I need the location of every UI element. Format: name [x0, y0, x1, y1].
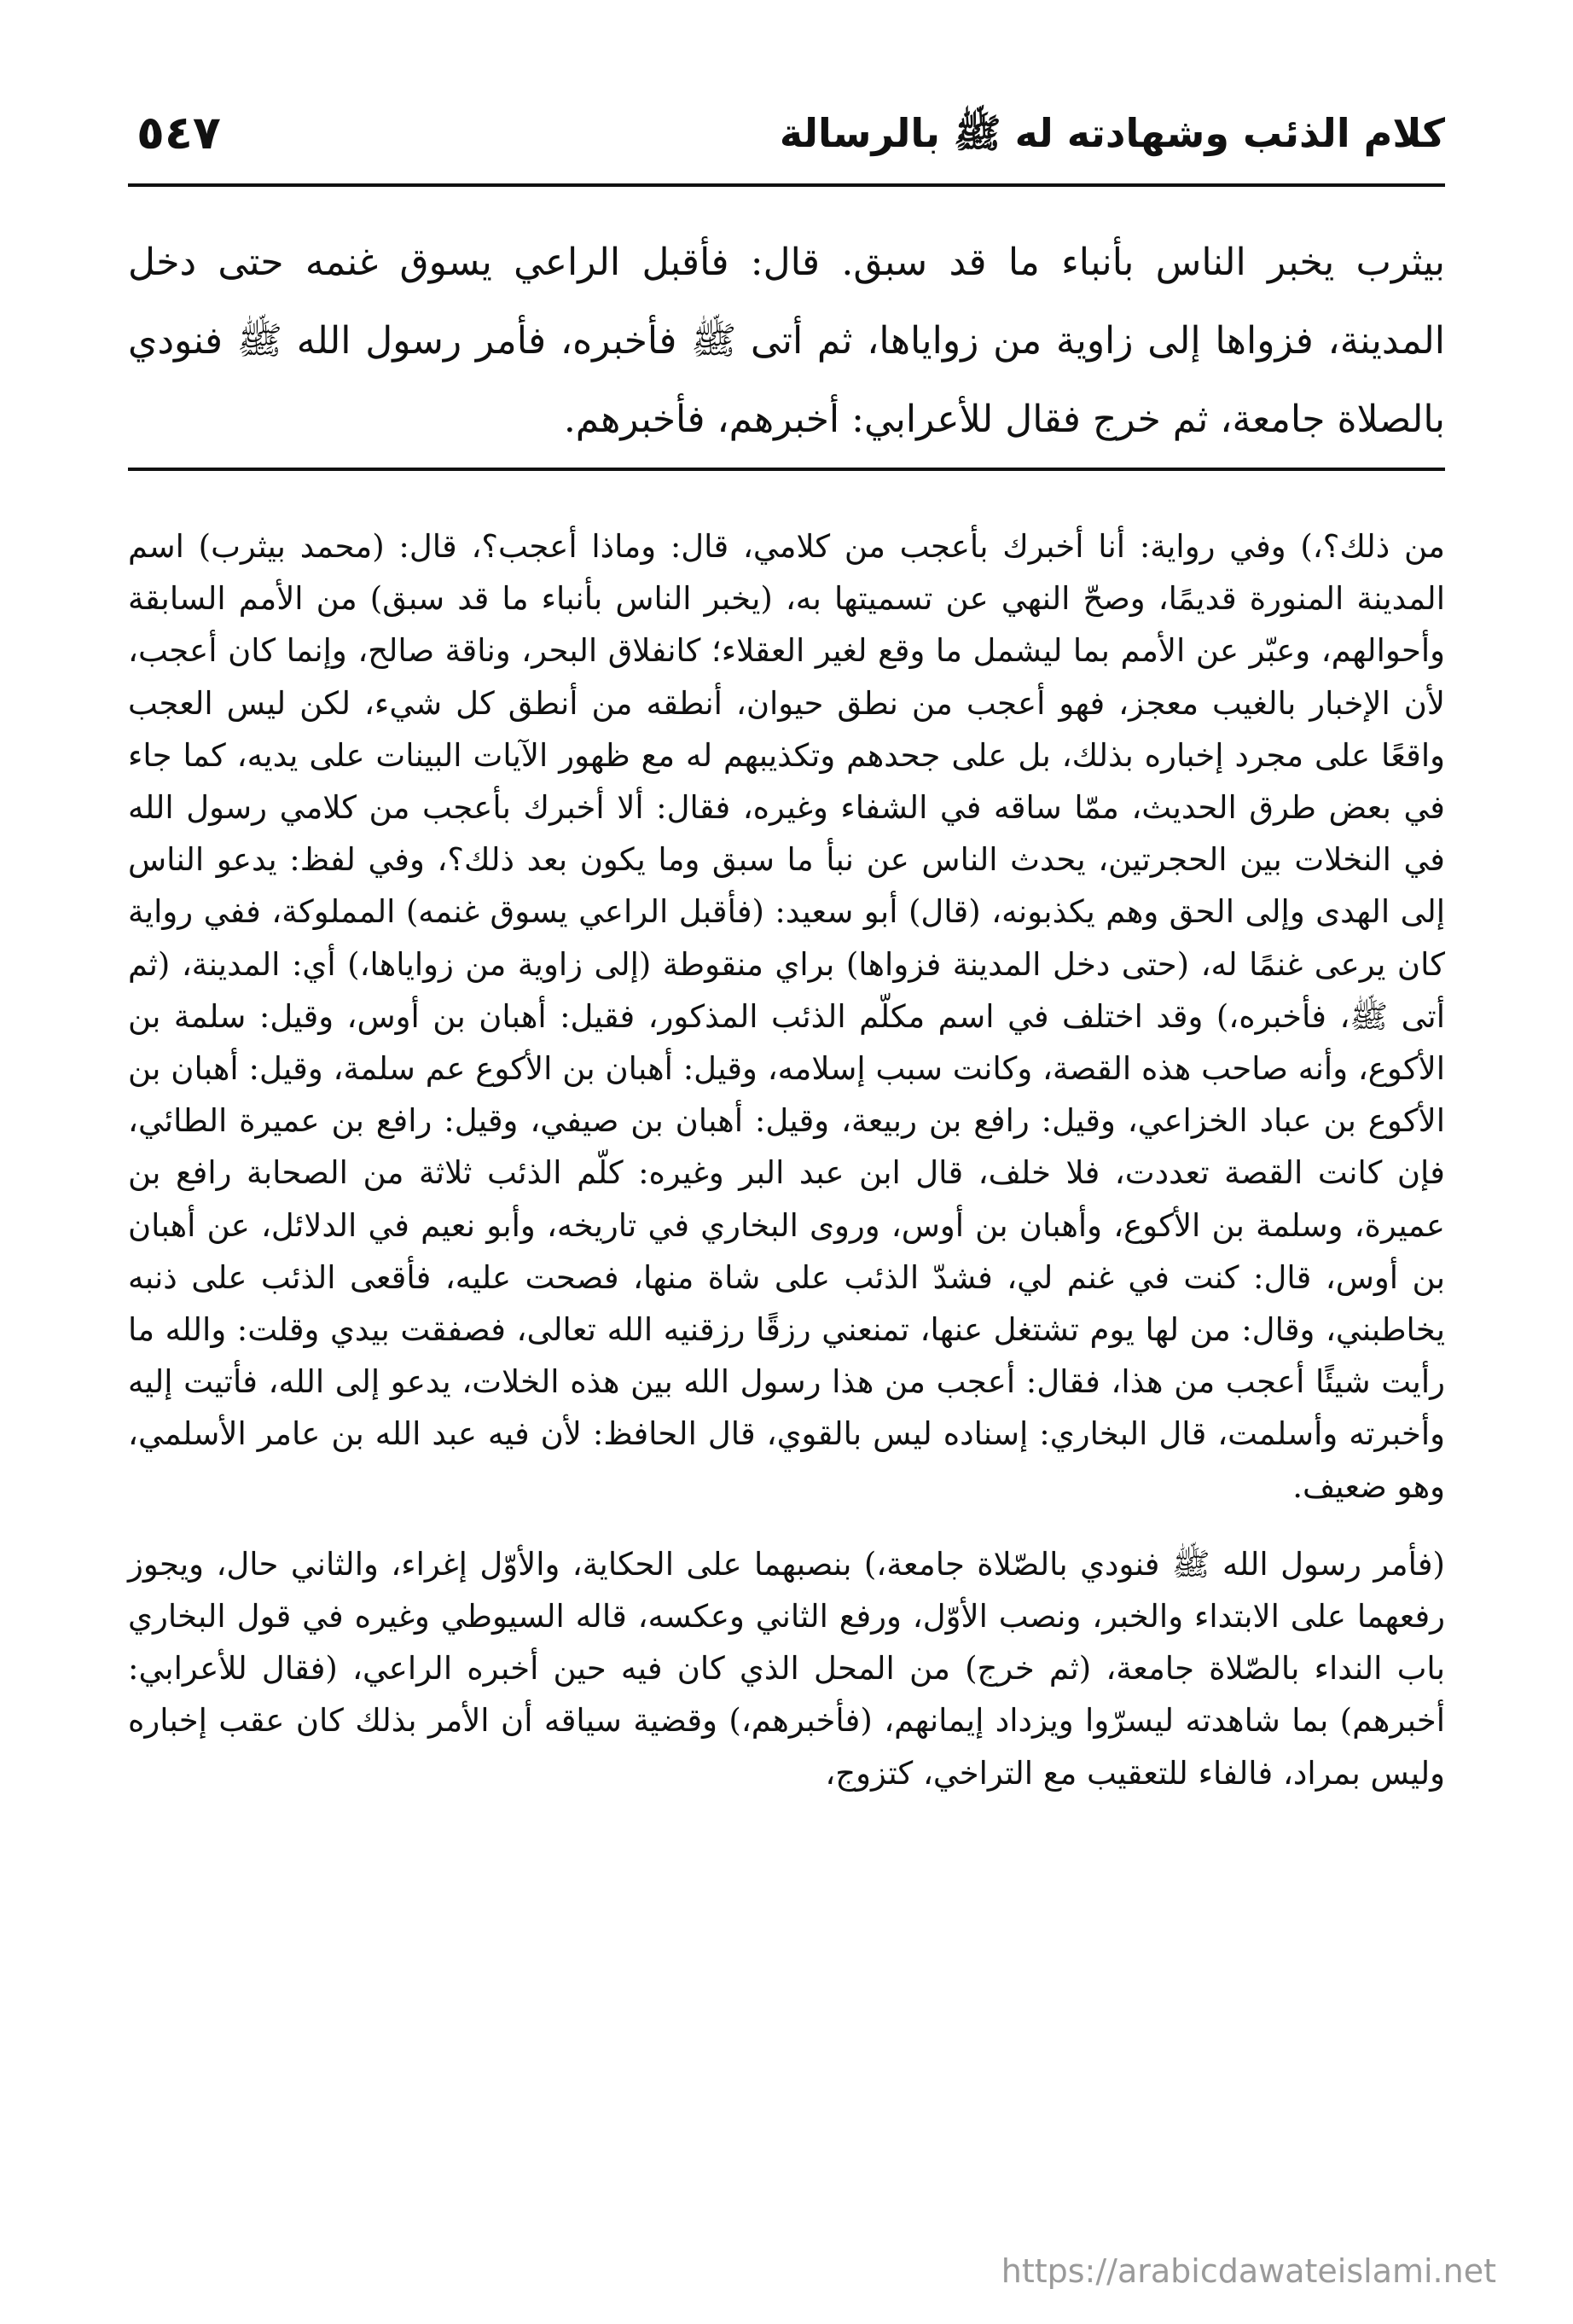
- running-title: كلام الذئب وشهادته له ﷺ بالرسالة: [779, 110, 1445, 156]
- section-divider: [128, 468, 1445, 471]
- commentary: [128, 520, 1445, 1799]
- commentary-paragraph-1: من ذلك؟،) وفي رواية: أنا أخبرك بأعجب من كلامي، قال: وماذا أعجب؟، قال: (محمد بيثرب) اسم المدينة المنورة قديمًا، وصحّ النهي عن تسميتها به، (يخبر الناس بأنباء ما قد سبق) من الأمم السابقة وأحوالهم، وعبّر عن الأمم بما ليشمل ما وقع لغير العقلاء؛ كانفلاق البحر، وناقة صالح، وإنما كان أعجب، لأن الإخبار بالغيب معجز، فهو أعجب من نطق حيوان، أنطقه من أنطق كل شيء، لكن ليس العجب واقعًا على مجرد إخباره بذلك، بل على جحدهم وتكذيبهم له مع ظهور الآيات البينات على يديه، كما جاء في بعض طرق الحديث، ممّا ساقه في الشفاء وغيره، فقال: ألا أخبرك بأعجب من كلامي رسول الله في النخلات بين الحجرتين، يحدث الناس عن نبأ ما سبق وما يكون بعد ذلك؟، وفي لفظ: يدعو الناس إلى الهدى وإلى الحق وهم يكذبونه، (قال) أبو سعيد: (فأقبل الراعي يسوق غنمه) المملوكة، ففي رواية كان يرعى غنمًا له، (حتى دخل المدينة فزواها) براي منقوطة (إلى زاوية من زواياها،) أي: المدينة، (ثم أتى ﷺ، فأخبره،) وقد اختلف في اسم مكلّم الذئب المذكور، فقيل: أهبان بن أوس، وقيل: سلمة بن الأكوع، وأنه صاحب هذه القصة، وكانت سبب إسلامه، وقيل: أهبان بن الأكوع عم سلمة، وقيل: أهبان بن الأكوع بن عباد الخزاعي، وقيل: رافع بن ربيعة، وقيل: أهبان بن صيفي، وقيل: رافع بن عميرة الطائي، فإن كانت القصة تعددت، فلا خلف، قال ابن عبد البر وغيره: كلّم الذئب ثلاثة من الصحابة رافع بن عميرة، وسلمة بن الأكوع، وأهبان بن أوس، وروى البخاري في تاريخه، وأبو نعيم في الدلائل، عن أهبان بن أوس، قال: كنت في غنم لي، فشدّ الذئب على شاة منها، فصحت عليه، فأقعى الذئب على ذنبه يخاطبني، وقال: من لها يوم تشتغل عنها، تمنعني رزقًا رزقنيه الله تعالى، فصفقت بيدي وقلت: والله ما رأيت شيئًا أعجب من هذا، فقال: أعجب من هذا رسول الله بين هذه الخلات، يدعو إلى الله، فأتيت إليه وأخبرته وأسلمت، قال البخاري: إسناده ليس بالقوي، قال الحافظ: لأن فيه عبد الله بن عامر الأسلمي، وهو ضعيف.: [128, 528, 1445, 1505]
- watermark-url: https://arabicdawateislami.net: [1001, 2252, 1496, 2290]
- commentary-paragraph-2: (فأمر رسول الله ﷺ فنودي بالصّلاة جامعة،) بنصبهما على الحكاية، والأوّل إغراء، والثاني حال، ويجوز رفعهما على الابتداء والخبر، ونصب الأوّل، ورفع الثاني وعكسه، قاله السيوطي وغيره في قول البخاري باب النداء بالصّلاة جامعة، (ثم خرج) من المحل الذي كان فيه حين أخبره الراعي، (فقال للأعرابي: أخبرهم) بما شاهدته ليسرّوا ويزداد إيمانهم، (فأخبرهم،) وقضية سياقه أن الأمر بذلك كان عقب إخباره وليس بمراد، فالفاء للتعقيب مع التراخي، كتزوج،: [128, 1545, 1445, 1792]
- main-text: [128, 224, 1445, 459]
- page-header: [128, 102, 1445, 187]
- page-number: ٥٤٧: [136, 106, 221, 160]
- main-text-paragraph: بيثرب يخبر الناس بأنباء ما قد سبق. قال: فأقبل الراعي يسوق غنمه حتى دخل المدينة، فزواها إلى زاوية من زواياها، ثم أتى ﷺ فأخبره، فأمر رسول الله ﷺ فنودي بالصلاة جامعة، ثم خرج فقال للأعرابي: أخبرهم، فأخبرهم.: [128, 241, 1445, 441]
